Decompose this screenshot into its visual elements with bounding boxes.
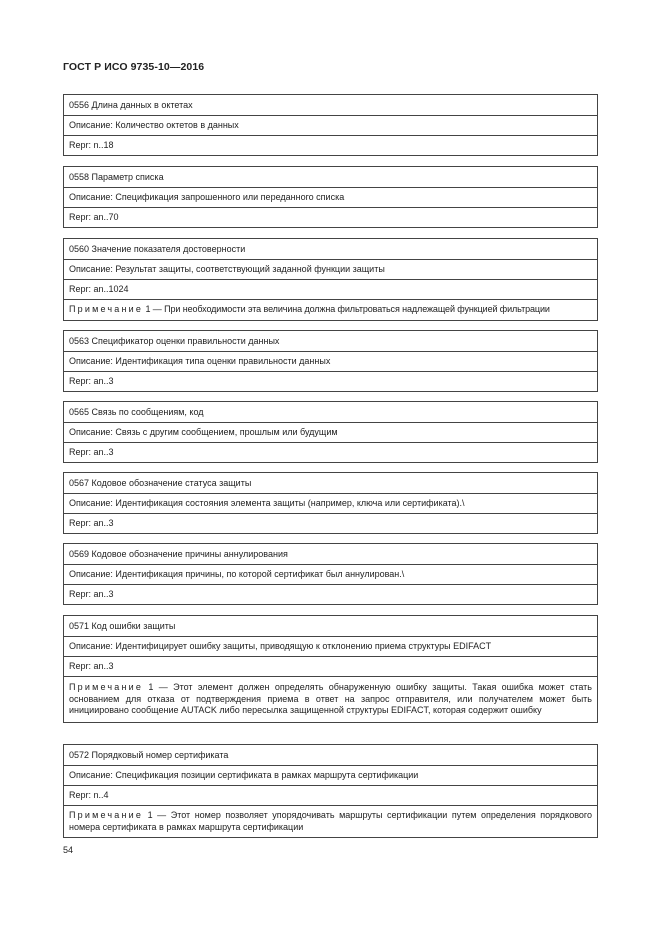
- element-title: 0571 Код ошибки защиты: [69, 620, 176, 631]
- data-element-block: [63, 472, 598, 534]
- element-description: Описание: Результат защиты, соответствующий заданной функции защиты: [64, 259, 597, 279]
- element-description: Описание: Количество октетов в данных: [64, 115, 597, 135]
- note-lead: Примечание: [69, 682, 144, 692]
- data-element-block: [63, 401, 598, 463]
- element-title: 0558 Параметр списка: [69, 171, 164, 182]
- element-title: 0563 Спецификатор оценки правильности данных: [69, 335, 280, 346]
- element-title: 0572 Порядковый номер сертификата: [69, 749, 229, 760]
- note-text: 1 — При необходимости эта величина должна фильтроваться надлежащей функцией фильтрации: [143, 304, 550, 314]
- element-repr: Repr: an..3: [64, 371, 597, 391]
- data-element-block: [63, 330, 598, 392]
- element-repr: Repr: an..3: [64, 513, 597, 533]
- element-repr: Repr: an..3: [64, 656, 597, 676]
- element-description: Описание: Идентифицирует ошибку защиты, приводящую к отклонению приема структуры EDIFACT: [64, 636, 597, 656]
- element-title: 0565 Связь по сообщениям, код: [69, 406, 204, 417]
- element-note: [64, 805, 597, 837]
- element-description: Описание: Спецификация запрошенного или переданного списка: [64, 187, 597, 207]
- element-note: [64, 299, 597, 320]
- element-repr: Repr: an..3: [64, 442, 597, 462]
- data-element-block: [63, 744, 598, 838]
- element-description: Описание: Связь с другим сообщением, прошлым или будущим: [64, 422, 597, 442]
- element-title: 0556 Длина данных в октетах: [69, 99, 193, 110]
- element-repr: Repr: an..1024: [64, 279, 597, 299]
- data-element-block: [63, 238, 598, 321]
- element-description: Описание: Спецификация позиции сертификата в рамках маршрута сертификации: [64, 765, 597, 785]
- element-repr: Repr: n..18: [64, 135, 597, 155]
- element-description: Описание: Идентификация причины, по которой сертификат был аннулирован.\: [64, 564, 597, 584]
- note-lead: Примечание: [69, 304, 144, 314]
- element-note: [64, 676, 597, 722]
- note-lead: Примечание: [69, 810, 144, 820]
- element-repr: Repr: an..3: [64, 584, 597, 604]
- element-repr: Repr: n..4: [64, 785, 597, 805]
- note-text: 1 — Этот номер позволяет упорядочивать маршруты сертификации путем определения порядкового номера сертификата в рамках маршрута сертификации: [69, 810, 592, 832]
- document-header: ГОСТ Р ИСО 9735-10—2016: [63, 61, 205, 73]
- data-element-block: [63, 615, 598, 723]
- data-element-block: [63, 94, 598, 156]
- element-repr: Repr: an..70: [64, 207, 597, 227]
- note-text: 1 — Этот элемент должен определять обнаруженную ошибку защиты. Такая ошибка может стать основанием для отказа от подтверждения приема в ответ на запрос отправителя, или получателем может быть инициировано сообщение AUTACK либо пересылка защищенной структуры EDIFACT, которая содержит ошибку: [69, 682, 592, 715]
- element-title: 0560 Значение показателя достоверности: [69, 243, 246, 254]
- element-description: Описание: Идентификация состояния элемента защиты (например, ключа или сертификата).\: [64, 493, 597, 513]
- element-description: Описание: Идентификация типа оценки правильности данных: [64, 351, 597, 371]
- page-number: 54: [63, 845, 74, 855]
- data-element-block: [63, 166, 598, 228]
- element-title: 0569 Кодовое обозначение причины аннулирования: [69, 548, 288, 559]
- element-title: 0567 Кодовое обозначение статуса защиты: [69, 477, 252, 488]
- data-element-block: [63, 543, 598, 605]
